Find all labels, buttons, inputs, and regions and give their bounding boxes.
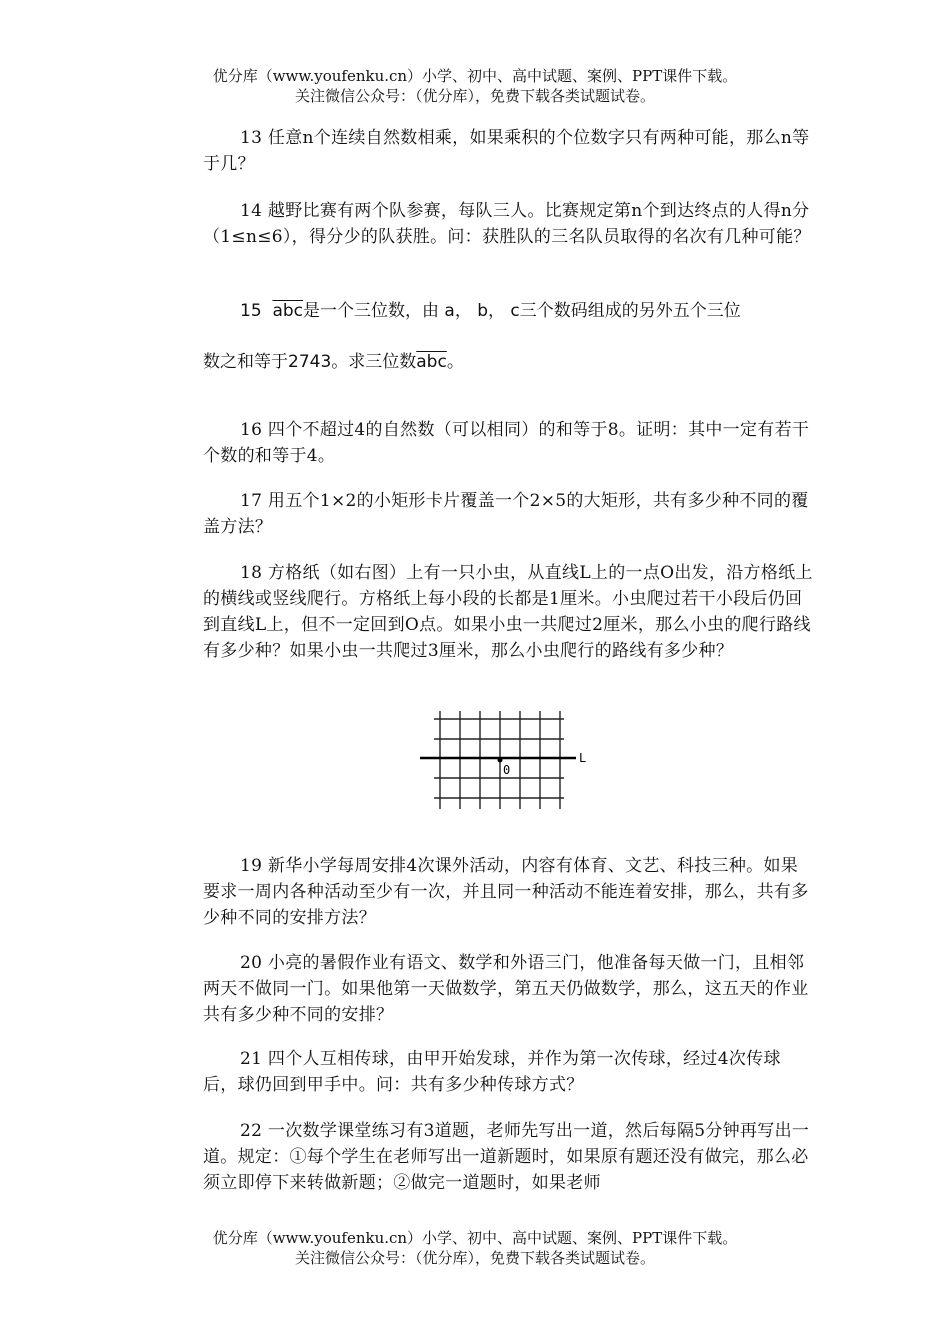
problem-15-text-1: 是一个三位数，由 a， b， c三个数码组成的另外五个三位 bbox=[303, 301, 741, 321]
problem-15-number: 15 bbox=[240, 301, 262, 321]
problem-14-text: 14 越野比赛有两个队参赛，每队三人。比赛规定第n个到达终点的人得n分（1≤n≤6），得分少的队获胜。问：获胜队的三名队员取得的名次有几种可能？ bbox=[203, 201, 811, 247]
problem-18 bbox=[203, 560, 815, 664]
grid-figure bbox=[418, 705, 598, 817]
problem-13 bbox=[203, 125, 815, 177]
problem-16-text: 16 四个不超过4的自然数（可以相同）的和等于8。证明：其中一定有若干个数的和等于4。 bbox=[203, 420, 810, 466]
problem-17 bbox=[203, 488, 815, 540]
problem-20 bbox=[203, 950, 815, 1028]
problem-14 bbox=[203, 198, 815, 250]
problem-21-text: 21 四个人互相传球，由甲开始发球，并作为第一次传球，经过4次传球后，球仍回到甲手中。问：共有多少种传球方式？ bbox=[203, 1049, 781, 1095]
problem-21 bbox=[203, 1046, 815, 1098]
page-footer bbox=[0, 1228, 950, 1268]
problem-22 bbox=[203, 1118, 815, 1196]
origin-label: 0 bbox=[503, 763, 511, 777]
footer-line-1: 优分库（www.youfenku.cn）小学、初中、高中试题、案例、PPT课件下载。 bbox=[212, 1229, 738, 1247]
abc-overline-2: $\overline{abc}$ bbox=[416, 352, 447, 372]
problem-15-text-2: 数之和等于2743。求三位数 bbox=[203, 352, 417, 372]
problem-15-end: 。 bbox=[446, 352, 464, 372]
problem-15-line-1 bbox=[203, 298, 823, 324]
problem-20-text: 20 小亮的暑假作业有语文、数学和外语三门，他准备每天做一门，且相邻两天不做同一门。如果他第一天做数学，第五天仍做数学，那么，这五天的作业共有多少种不同的安排？ bbox=[203, 953, 809, 1025]
problem-19 bbox=[203, 853, 815, 931]
page-header bbox=[0, 66, 950, 106]
problem-22-text: 22 一次数学课堂练习有3道题，老师先写出一道，然后每隔5分钟再写出一道。规定：①每个学生在老师写出一道新题时，如果原有题还没有做完，那么必须立即停下来转做新题；②做完一道题时，如果老师 bbox=[203, 1121, 810, 1193]
problem-17-text: 17 用五个1×2的小矩形卡片覆盖一个2×5的大矩形，共有多少种不同的覆盖方法？ bbox=[203, 491, 809, 537]
problem-15-line-2 bbox=[203, 349, 823, 375]
header-line-1: 优分库（www.youfenku.cn）小学、初中、高中试题、案例、PPT课件下载。 bbox=[212, 67, 738, 85]
abc-overline: $\overline{abc}$ bbox=[272, 301, 304, 321]
line-label: L bbox=[579, 751, 587, 765]
footer-line-2: 关注微信公众号：（优分库），免费下载各类试题试卷。 bbox=[294, 1249, 655, 1267]
problem-19-text: 19 新华小学每周安排4次课外活动，内容有体育、文艺、科技三种。如果要求一周内各种活动至少有一次，并且同一种活动不能连着安排，那么，共有多少种不同的安排方法？ bbox=[203, 856, 809, 928]
problem-15 bbox=[203, 298, 823, 375]
problem-16 bbox=[203, 417, 815, 469]
header-line-2: 关注微信公众号：（优分库），免费下载各类试题试卷。 bbox=[294, 87, 655, 105]
origin-point bbox=[498, 758, 503, 763]
problem-18-text: 18 方格纸（如右图）上有一只小虫，从直线L上的一点O出发，沿方格纸上的横线或竖线爬行。方格纸上每小段的长都是1厘米。小虫爬过若干小段后仍回到直线L上，但不一定回到O点。如果小虫一共爬过2厘米，那么小虫的爬行路线有多少种？如果小虫一共爬过3厘米，那么小虫爬行的路线有多少种？ bbox=[203, 563, 813, 661]
problem-13-text: 13 任意n个连续自然数相乘，如果乘积的个位数字只有两种可能，那么n等于几？ bbox=[203, 128, 810, 174]
